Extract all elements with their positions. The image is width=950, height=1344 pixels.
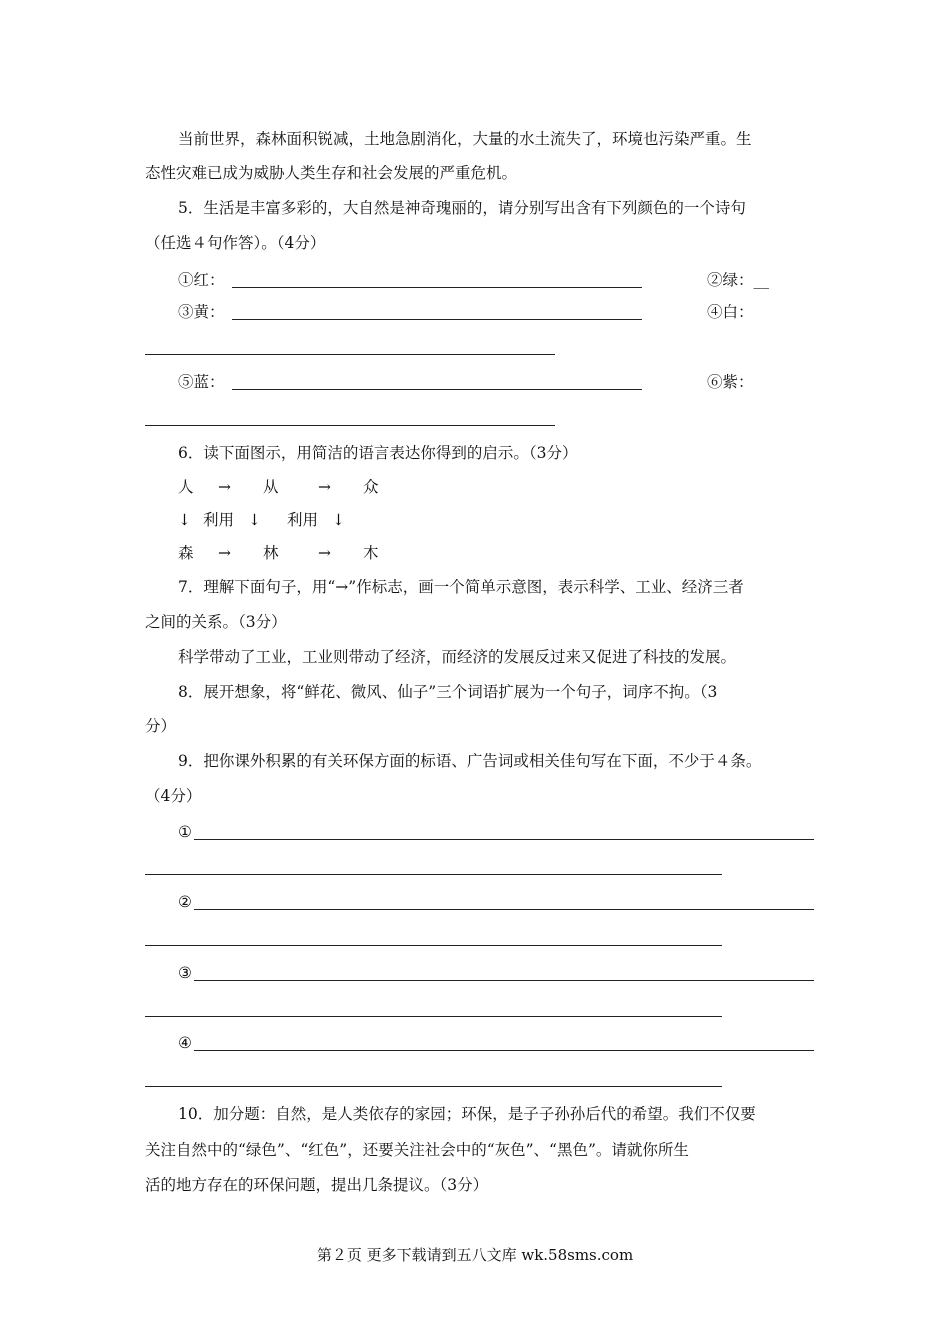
diagram-char-mu: 木: [363, 544, 379, 562]
diagram-arrow-down: ↓: [248, 511, 261, 529]
intro-line-1: 当前世界，森林面积锐减，土地急剧消化，大量的水土流失了，环境也污染严重。生: [178, 130, 752, 148]
q9-item-2-marker: ②: [178, 893, 192, 911]
q9-line-1: 9．把你课外积累的有关环保方面的标语、广告词或相关佳句写在下面，不少于４条。: [178, 752, 762, 770]
diagram-char-ren: 人: [178, 478, 194, 496]
answer-line-blue[interactable]: [232, 389, 642, 390]
diagram-arrow-down: ↓: [178, 511, 191, 529]
diagram-arrow-right: →: [318, 478, 331, 496]
q6-question: 6．读下面图示，用简洁的语言表达你得到的启示。（3分）: [178, 444, 578, 462]
q5-label-red: ①红：: [178, 271, 225, 289]
diagram-label-liyong: 利用: [203, 511, 235, 529]
intro-line-2: 态性灾难已成为威胁人类生存和社会发展的严重危机。: [145, 164, 518, 182]
q9-item-3-marker: ③: [178, 964, 192, 982]
diagram-char-sen: 森: [178, 544, 194, 562]
q5-label-green: ②绿：__: [707, 271, 770, 289]
answer-line-purple[interactable]: [145, 425, 555, 426]
answer-line-1b[interactable]: [145, 874, 722, 875]
q5-line-2: （任选４句作答）。（4分）: [145, 234, 326, 252]
answer-line-white[interactable]: [145, 354, 555, 355]
diagram-label-liyong: 利用: [287, 511, 319, 529]
q9-item-4-marker: ④: [178, 1034, 192, 1052]
q9-item-1-marker: ①: [178, 823, 192, 841]
diagram-arrow-right: →: [218, 478, 231, 496]
q8-line-1: 8．展开想象，将“鲜花、微风、仙子”三个词语扩展为一个句子，词序不拘。（3: [178, 683, 718, 701]
answer-line-4a[interactable]: [194, 1050, 814, 1051]
diagram-arrow-right: →: [318, 544, 331, 562]
q10-line-1: 10．加分题：自然，是人类依存的家园；环保，是子子孙孙后代的希望。我们不仅要: [178, 1105, 756, 1123]
answer-line-2a[interactable]: [194, 909, 814, 910]
q10-line-2: 关注自然中的“绿色”、“红色”，还要关注社会中的“灰色”、“黑色”。请就你所生: [145, 1141, 689, 1159]
diagram-char-lin: 林: [263, 544, 279, 562]
answer-line-4b[interactable]: [145, 1086, 722, 1087]
diagram-char-zhong: 众: [363, 478, 379, 496]
q5-label-blue: ⑤蓝：: [178, 373, 225, 391]
answer-line-2b[interactable]: [145, 945, 722, 946]
answer-line-3b[interactable]: [145, 1016, 722, 1017]
q7-line-1: 7．理解下面句子，用“→”作标志，画一个简单示意图，表示科学、工业、经济三者: [178, 578, 744, 596]
q9-line-2: （4分）: [145, 787, 202, 805]
answer-line-3a[interactable]: [194, 980, 814, 981]
diagram-arrow-down: ↓: [332, 511, 345, 529]
q7-line-2: 之间的关系。（3分）: [145, 613, 287, 631]
answer-line-1a[interactable]: [194, 839, 814, 840]
q5-label-white: ④白：: [707, 303, 754, 321]
q7-sentence: 科学带动了工业，工业则带动了经济，而经济的发展反过来又促进了科技的发展。: [178, 648, 737, 666]
q10-line-3: 活的地方存在的环保问题，提出几条提议。（3分）: [145, 1176, 489, 1194]
diagram-arrow-right: →: [218, 544, 231, 562]
page-footer: 第２页 更多下载请到五八文库 wk.58sms.com: [316, 1246, 634, 1264]
q8-line-2: 分）: [145, 717, 177, 735]
q5-label-yellow: ③黄：: [178, 303, 225, 321]
answer-line-red[interactable]: [232, 287, 642, 288]
diagram-char-cong: 从: [263, 478, 279, 496]
q5-line-1: 5．生活是丰富多彩的，大自然是神奇瑰丽的，请分别写出含有下列颜色的一个诗句: [178, 199, 746, 217]
answer-line-yellow[interactable]: [232, 319, 642, 320]
q5-label-purple: ⑥紫：: [707, 373, 754, 391]
